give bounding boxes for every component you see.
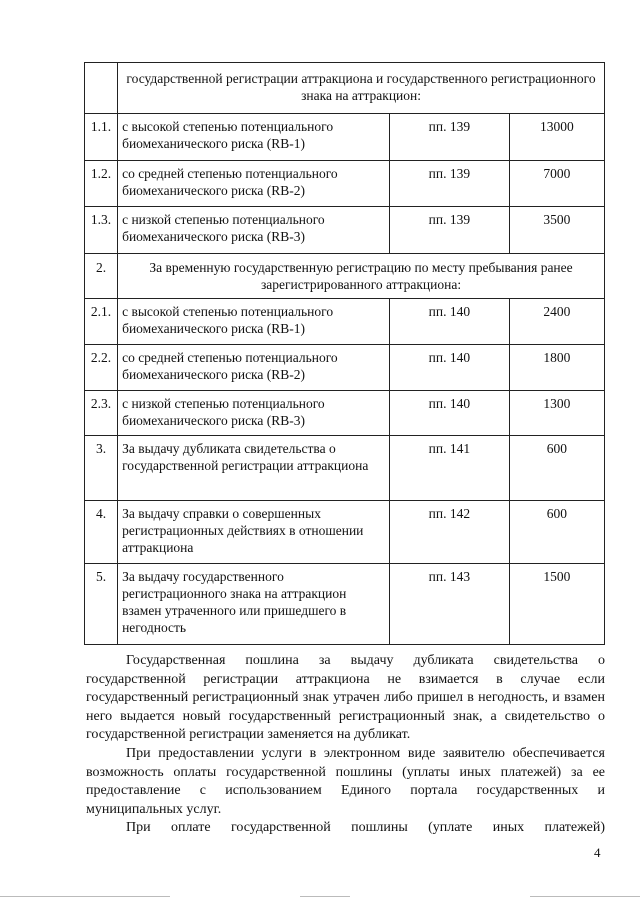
paragraph-payment-continued: При оплате государственной пошлины (уплате иных платежей): [126, 820, 605, 835]
row-amount: 1300: [509, 391, 604, 436]
row-amount: 7000: [509, 161, 604, 207]
footer-divider: [300, 896, 350, 897]
page-number: 4: [594, 845, 601, 860]
row-amount: 600: [509, 436, 604, 501]
row-description: с низкой степенью потенциального биомеханического риска (RB-3): [118, 391, 390, 436]
row-number: 3.: [85, 436, 118, 501]
section-number: 2.: [85, 254, 118, 299]
row-description: с высокой степенью потенциального биомеханического риска (RB-1): [118, 114, 390, 161]
row-amount: 3500: [509, 207, 604, 254]
row-reference: пп. 139: [389, 207, 509, 254]
footer-divider: [530, 896, 640, 897]
row-amount: 600: [509, 501, 604, 564]
row-number: 1.2.: [85, 161, 118, 207]
row-amount: 13000: [509, 114, 604, 161]
table-row: [85, 207, 605, 254]
row-description: со средней степенью потенциального биомеханического риска (RB-2): [118, 345, 390, 391]
table-row: [85, 501, 605, 564]
row-number: 1.1.: [85, 114, 118, 161]
row-reference: пп. 140: [389, 391, 509, 436]
row-amount: 1800: [509, 345, 604, 391]
paragraph-duplicate-fee: Государственная пошлина за выдачу дубликата свидетельства о государственной регистрации аттракциона не взимается в случае если государственный регистрационный знак утрачен либо пришел в негодность, и взамен него выдается новый государственный регистрационный знак, а свидетельство о государственной регистрации заменяется на дубликат.: [86, 653, 605, 743]
row-number: 2.3.: [85, 391, 118, 436]
row-reference: пп. 140: [389, 299, 509, 345]
row-reference: пп. 139: [389, 161, 509, 207]
row-description: За выдачу справки о совершенных регистрационных действиях в отношении аттракциона: [118, 501, 390, 564]
table-header-row: [85, 63, 605, 114]
row-description: с низкой степенью потенциального биомеханического риска (RB-3): [118, 207, 390, 254]
row-number: 1.3.: [85, 207, 118, 254]
table-row: [85, 436, 605, 501]
table-row: [85, 299, 605, 345]
row-reference: пп. 143: [389, 564, 509, 645]
section-title: За временную государственную регистрацию по месту пребывания ранее зарегистрированного аттракциона:: [118, 254, 605, 299]
fee-table: [84, 62, 605, 645]
row-description: с высокой степенью потенциального биомеханического риска (RB-1): [118, 299, 390, 345]
row-description: За выдачу государственного регистрационного знака на аттракцион взамен утраченного или пришедшего в негодность: [118, 564, 390, 645]
row-reference: пп. 142: [389, 501, 509, 564]
header-num-cell: [85, 63, 118, 114]
table-row: [85, 564, 605, 645]
row-amount: 2400: [509, 299, 604, 345]
table-row: [85, 114, 605, 161]
header-cell: государственной регистрации аттракциона и государственного регистрационного знака на аттракцион:: [118, 63, 605, 114]
paragraph-electronic-payment: При предоставлении услуги в электронном виде заявителю обеспечивается возможность оплаты государственной пошлины (уплаты иных платежей) за ее предоставление с использованием Единого портала государственных и муниципальных услуг.: [86, 746, 605, 817]
row-reference: пп. 140: [389, 345, 509, 391]
row-number: 5.: [85, 564, 118, 645]
footer-divider: [0, 896, 170, 897]
row-amount: 1500: [509, 564, 604, 645]
row-reference: пп. 141: [389, 436, 509, 501]
row-number: 2.1.: [85, 299, 118, 345]
row-number: 2.2.: [85, 345, 118, 391]
table-row: [85, 391, 605, 436]
row-number: 4.: [85, 501, 118, 564]
row-description: За выдачу дубликата свидетельства о государственной регистрации аттракциона: [118, 436, 390, 501]
section-row: [85, 254, 605, 299]
row-reference: пп. 139: [389, 114, 509, 161]
row-description: со средней степенью потенциального биомеханического риска (RB-2): [118, 161, 390, 207]
table-row: [85, 161, 605, 207]
table-row: [85, 345, 605, 391]
